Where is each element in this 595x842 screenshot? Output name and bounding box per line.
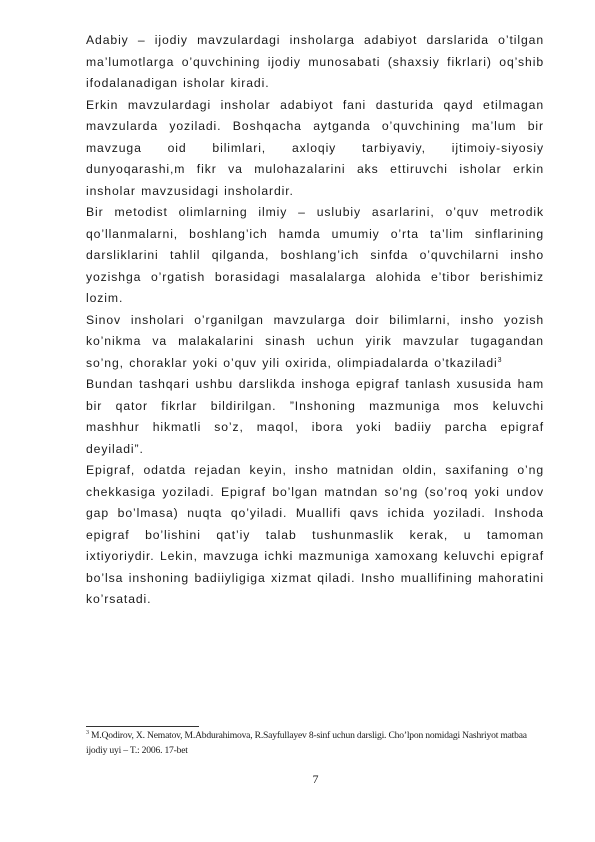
footnote-marker: 3 <box>86 729 89 736</box>
footnote-reference[interactable]: 3 <box>497 356 502 364</box>
paragraph-1: Adabiy – ijodiy mavzulardagi insholarga adabiyot darslarida o’tilgan ma’lumotlarga o’quvchining ijodiy munosabati (shaxsiy fikrlari) oq’shib ifodalanadigan isholar kiradi. <box>86 33 544 90</box>
footnote-text: M.Qodirov, X. Nematov, M.Abdurahimova, R.Sayfullayev 8-sinf uchun darsligi. Cho’lpon nomidagi Nashriyot matbaa ijodiy uyi – T.: 2006. 17-bet <box>86 730 527 756</box>
body-text <box>86 30 544 611</box>
page-number: 7 <box>312 772 319 786</box>
paragraph-2: Erkin mavzulardagi insholar adabiyot fani dasturida qayd etilmagan mavzularda yoziladi. Boshqacha aytganda o’quvchining ma’lum bir mavzuga oid bilimlari, axloqiy tarbiyaviy, ijtimoiy-siyosiy dunyoqarashi,m fikr va mulohazalarini aks ettiruvchi isholar erkin insholar mavzusidagi insholardir. <box>86 97 544 198</box>
paragraph-5: Bundan tashqari ushbu darslikda inshoga epigraf tanlash xususida ham bir qator fikrlar bildirilgan. ”Inshoning mazmuniga mos keluvchi mashhur hikmatli so’z, maqol, ibora yoki badiiy parcha epigraf deyiladi”. <box>86 377 544 456</box>
paragraph-4 <box>86 310 544 375</box>
paragraph-4-text: Sinov insholari o’rganilgan mavzularga doir bilimlarni, insho yozish ko’nikma va malakalarini sinash uchun yirik mavzular tugagandan so’ng, choraklar yoki o’quv yili oxirida, olimpiadalarda o’tkaziladi <box>86 312 544 370</box>
footnote-divider <box>86 726 199 727</box>
paragraph-6: Epigraf, odatda rejadan keyin, insho matnidan oldin, saxifaning o’ng chekkasiga yoziladi. Epigraf bo’lgan matndan so’ng (so’roq yoki undov gap bo’lmasa) nuqta qo’yiladi. Muallifi qavs ichida yoziladi. Inshoda epigraf bo’lishini qat’iy talab tushunmaslik kerak, u tamoman ixtiyoriydir. Lekin, mavzuga ichki mazmuniga xamoxang keluvchi epigraf bo’lsa inshoning badiiyligiga xizmat qiladi. Insho muallifining mahoratini ko’rsatadi. <box>86 463 544 606</box>
footnote <box>86 729 546 758</box>
paragraph-3: Bir metodist olimlarning ilmiy – uslubiy asarlarini, o’quv metrodik qo’llanmalarni, boshlang’ich hamda umumiy o’rta ta’lim sinflarining darsliklarini tahlil qilganda, boshlang’ich sinfda o’quvchilarni insho yozishga o’rgatish borasidagi masalalarga alohida e’tibor berishimiz lozim. <box>86 205 544 305</box>
